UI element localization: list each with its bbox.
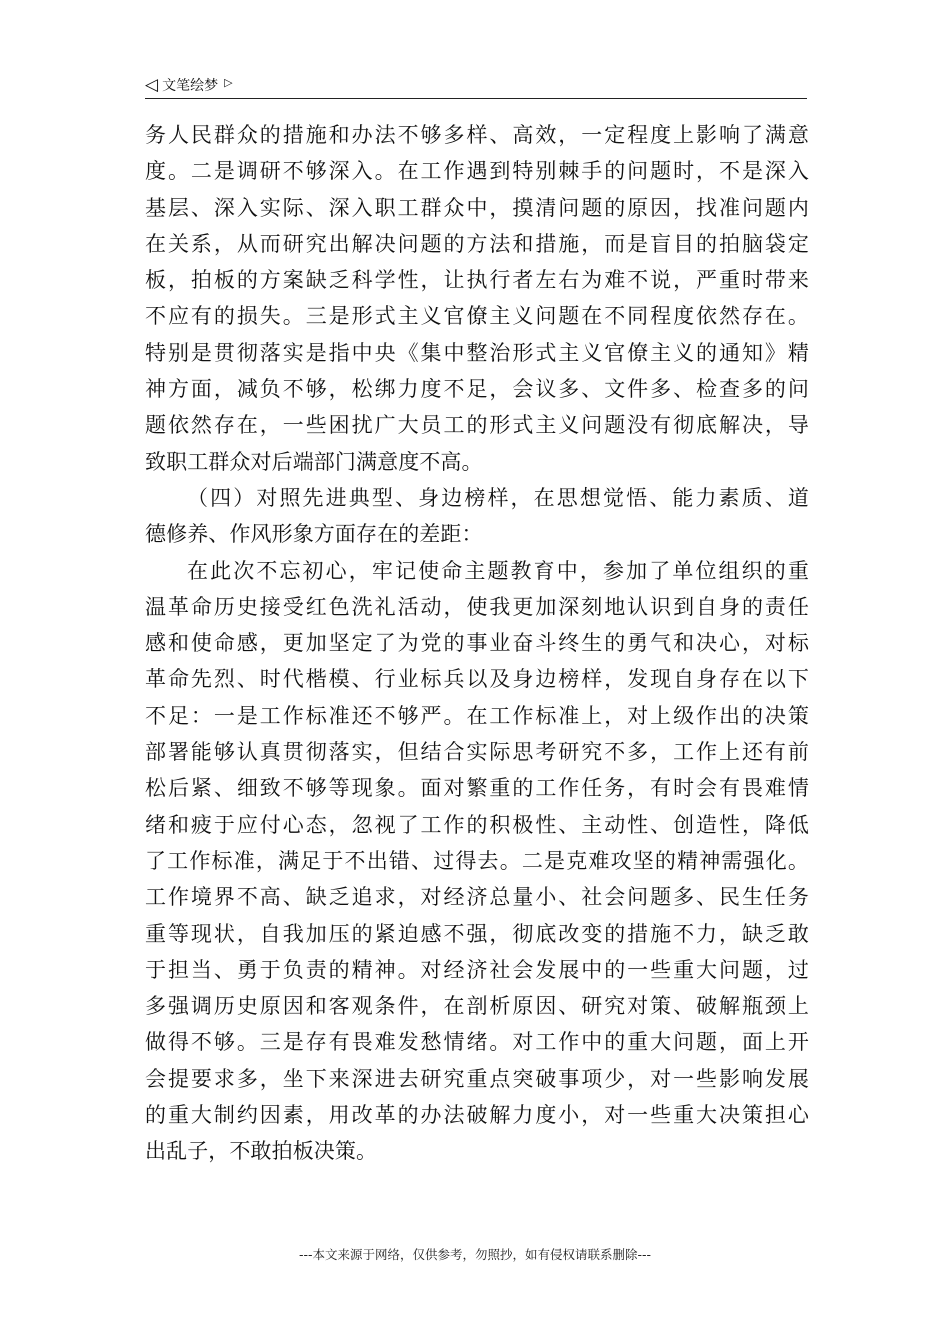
triangle-left-icon: ◁: [145, 74, 159, 95]
text-line: 不应有的损失。三是形式主义官僚主义问题在不同程度依然存在。: [145, 304, 809, 329]
text-line: 做得不够。三是存有畏难发愁情绪。对工作中的重大问题，面上开: [145, 1030, 809, 1055]
text-line: 松后紧、细致不够等现象。面对繁重的工作任务，有时会有畏难情: [145, 776, 809, 801]
text-line: 感和使命感，更加坚定了为党的事业奋斗终生的勇气和决心，对标: [145, 631, 809, 656]
text-line: 在此次不忘初心，牢记使命主题教育中，参加了单位组织的重: [187, 558, 809, 583]
text-line: 神方面，减负不够，松绑力度不足，会议多、文件多、检查多的问: [145, 377, 809, 402]
header-title: 文笔绘梦: [162, 78, 219, 94]
header-divider: [145, 98, 807, 99]
text-line: 多强调历史原因和客观条件，在剖析原因、研究对策、破解瓶颈上: [145, 994, 809, 1019]
text-line: 在关系，从而研究出解决问题的方法和措施，而是盲目的拍脑袋定: [145, 231, 809, 256]
text-line: 的重大制约因素，用改革的办法破解力度小，对一些重大决策担心: [145, 1103, 809, 1128]
document-body: [145, 117, 809, 1170]
triangle-right-icon: ▷: [224, 75, 233, 89]
text-line: 工作境界不高、缺乏追求，对经济总量小、社会问题多、民生任务: [145, 885, 809, 910]
text-line: 会提要求多，坐下来深进去研究重点突破事项少，对一些影响发展: [145, 1066, 809, 1091]
text-line: 温革命历史接受红色洗礼活动，使我更加深刻地认识到自身的责任: [145, 594, 809, 619]
text-line: 部署能够认真贯彻落实，但结合实际思考研究不多，工作上还有前: [145, 740, 809, 765]
text-line: （四）对照先进典型、身边榜样，在思想觉悟、能力素质、道: [187, 485, 809, 510]
text-line: 绪和疲于应付心态，忽视了工作的积极性、主动性、创造性，降低: [145, 812, 809, 837]
text-line: 特别是贯彻落实是指中央《集中整治形式主义官僚主义的通知》精: [145, 340, 809, 365]
text-line: 题依然存在，一些困扰广大员工的形式主义问题没有彻底解决，导: [145, 413, 809, 438]
text-line: 板，拍板的方案缺乏科学性，让执行者左右为难不说，严重时带来: [145, 268, 809, 293]
text-line: 不足：一是工作标准还不够严。在工作标准上，对上级作出的决策: [145, 703, 809, 728]
text-line: 基层、深入实际、深入职工群众中，摸清问题的原因，找准问题内: [145, 195, 809, 220]
text-line: 度。二是调研不够深入。在工作遇到特别棘手的问题时，不是深入: [145, 159, 809, 184]
text-line: 务人民群众的措施和办法不够多样、高效，一定程度上影响了满意: [145, 123, 809, 147]
page-header: [145, 73, 807, 97]
text-line: 致职工群众对后端部门满意度不高。: [145, 449, 483, 474]
text-line: 重等现状，自我加压的紧迫感不强，彻底改变的措施不力，缺乏敢: [145, 921, 809, 946]
footer-notice: ---本文来源于网络，仅供参考，勿照抄，如有侵权请联系删除---: [298, 1247, 652, 1262]
text-line: 德修养、作风形象方面存在的差距：: [145, 522, 483, 547]
text-line: 了工作标准，满足于不出错、过得去。二是克难攻坚的精神需强化。: [145, 848, 809, 873]
text-line: 出乱子，不敢拍板决策。: [145, 1139, 378, 1164]
text-line: 革命先烈、时代楷模、行业标兵以及身边榜样，发现自身存在以下: [145, 667, 809, 692]
text-line: 于担当、勇于负责的精神。对经济社会发展中的一些重大问题，过: [145, 957, 809, 982]
